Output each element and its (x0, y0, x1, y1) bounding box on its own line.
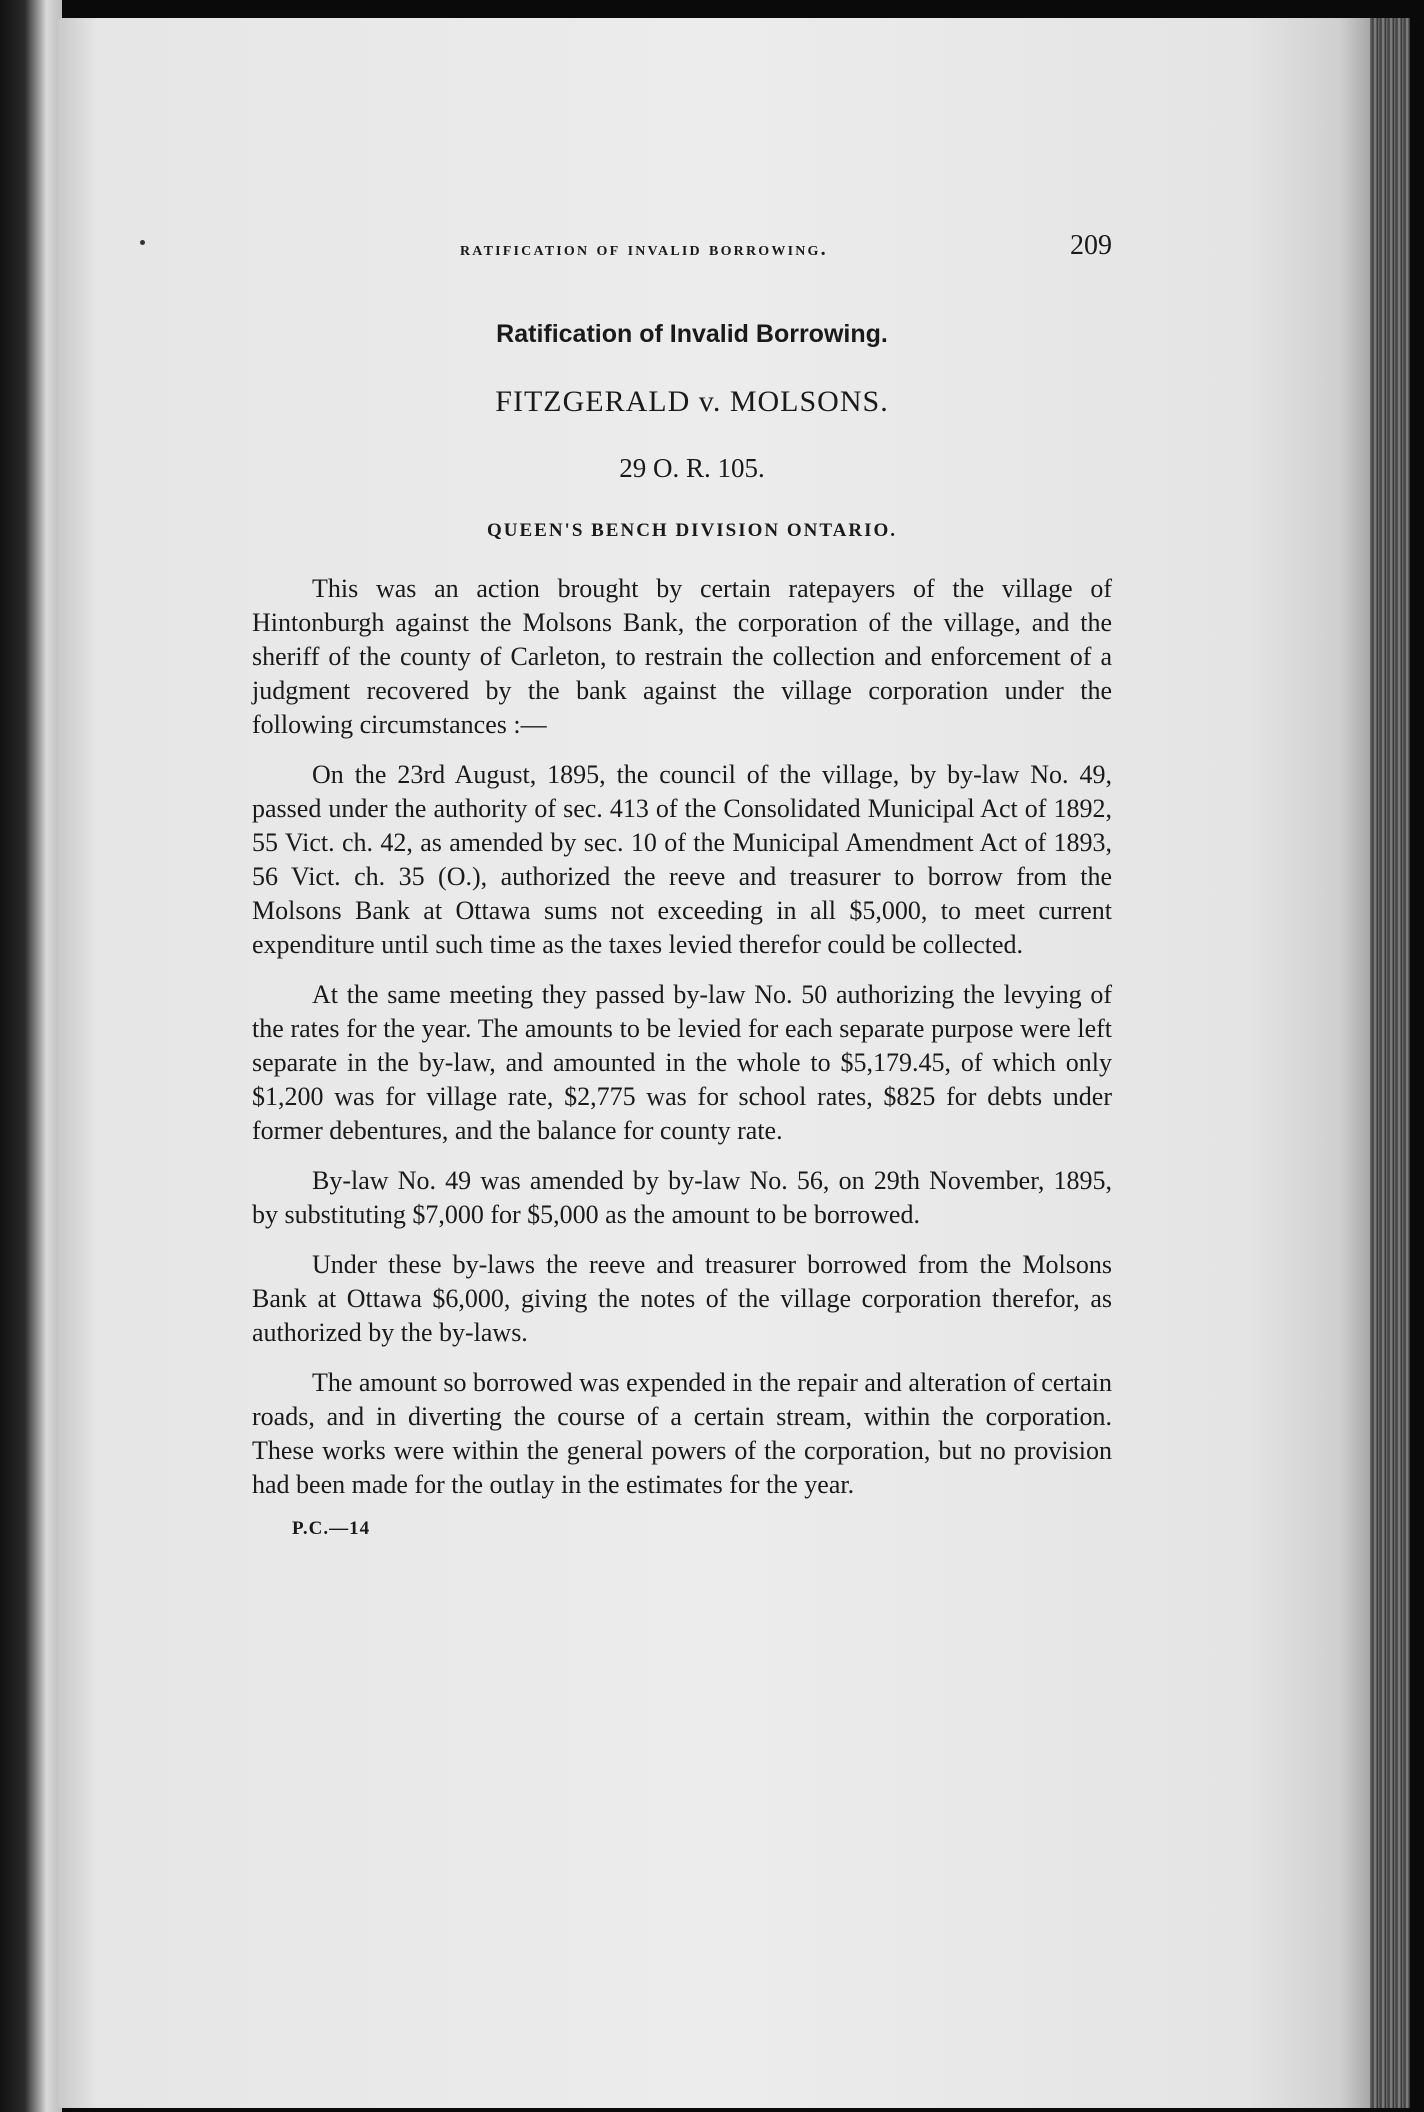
page-content (252, 220, 1112, 1540)
case-name: FITZGERALD v. MOLSONS. (495, 385, 889, 418)
signature-mark: P.C.—14 (292, 1518, 371, 1539)
paragraph: At the same meeting they passed by-law No. 50 authorizing the levying of the rates for the year. The amounts to be levied for each separate purpose were left separate in the by-law, and amounted in the whole to $5,179.45, of which only $1,200 was for village rate, $2,775 was for school rates, $825 for debts under former debentures, and the balance for county rate. (252, 980, 1112, 1145)
body-text (252, 572, 1112, 1502)
page-number: 209 (1070, 230, 1112, 261)
page-edges-right (1370, 18, 1410, 2108)
paragraph: Under these by-laws the reeve and treasurer borrowed from the Molsons Bank at Ottawa $6,000, giving the notes of the village corporation therefor, as authorized by the by-laws. (252, 1250, 1112, 1347)
section-title: Ratification of Invalid Borrowing. (496, 320, 888, 348)
paragraph: This was an action brought by certain ratepayers of the village of Hintonburgh against the Molsons Bank, the corporation of the village, and the sheriff of the county of Carleton, to restrain the collection and enforcement of a judgment recovered by the bank against the village corporation under the following circumstances :— (252, 574, 1112, 739)
paragraph: On the 23rd August, 1895, the council of the village, by by-law No. 49, passed under the authority of sec. 413 of the Consolidated Municipal Act of 1892, 55 Vict. ch. 42, as amended by sec. 10 of the Municipal Amendment Act of 1893, 56 Vict. ch. 35 (O.), authorized the reeve and treasurer to borrow from the Molsons Bank at Ottawa sums not exceeding in all $5,000, to meet current expenditure until such time as the taxes levied therefor could be collected. (252, 760, 1112, 959)
paragraph: The amount so borrowed was expended in the repair and alteration of certain roads, and in diverting the course of a certain stream, within the corporation. These works were within the general powers of the corporation, but no provision had been made for the outlay in the estimates for the year. (252, 1368, 1112, 1499)
citation: 29 O. R. 105. (619, 453, 765, 483)
stray-mark (140, 240, 145, 245)
court-name: QUEEN'S BENCH DIVISION ONTARIO. (486, 520, 898, 541)
left-page-edge (0, 0, 62, 2112)
running-title: ratification of invalid borrowing. (460, 238, 828, 260)
paragraph: By-law No. 49 was amended by by-law No. 56, on 29th November, 1895, by substituting $7,000 for $5,000 as the amount to be borrowed. (252, 1166, 1112, 1229)
running-head (252, 220, 1112, 280)
